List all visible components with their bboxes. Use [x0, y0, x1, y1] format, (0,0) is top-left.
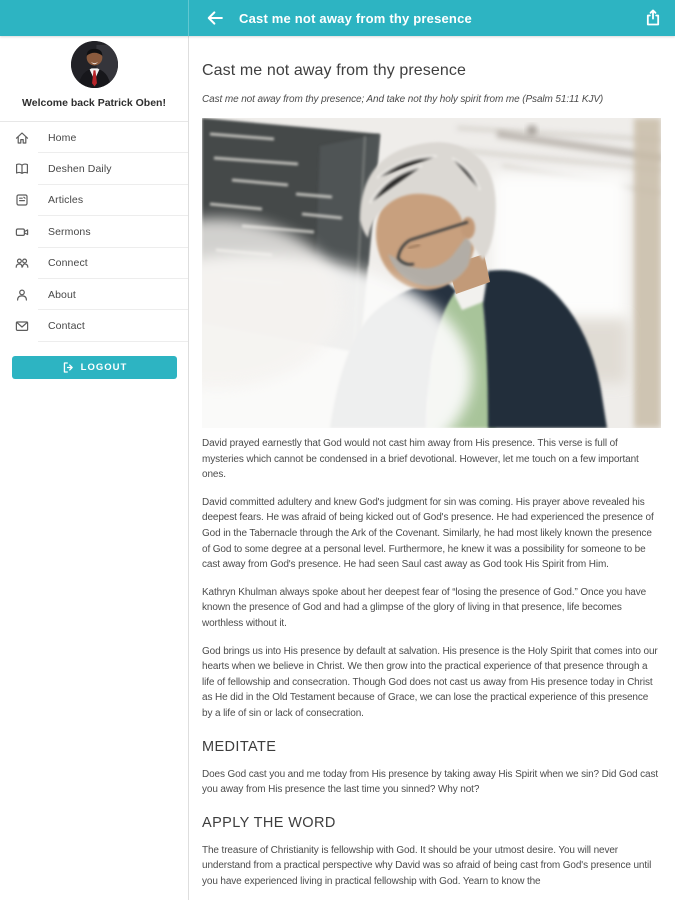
sidebar-item-home[interactable] — [0, 122, 188, 153]
logout-label: LOGOUT — [80, 361, 128, 373]
sidebar-item-articles[interactable] — [0, 185, 188, 216]
back-button[interactable] — [205, 8, 225, 28]
person-icon — [14, 287, 30, 303]
app-bar-title: Cast me not away from thy presence — [239, 10, 472, 26]
article-paragraph: God brings us into His presence by default at salvation. His presence is the Holy Spirit that comes into our hearts when we believe in Christ. We then grow into the practical experience of that presence through a life of fellowship and consecration. Though God does not cast us away from His presence today in Christ as He did in the Old Testament because of Grace, we can lose the practical experience of this presence by a life of sin or lack of consecration. — [202, 645, 658, 719]
avatar — [71, 41, 118, 88]
sidebar-item-label: Connect — [48, 257, 88, 270]
avatar-image — [71, 41, 118, 88]
sidebar-item-connect[interactable] — [0, 248, 188, 279]
avatar-wrap — [0, 41, 188, 88]
sidebar-item-sermons[interactable] — [0, 216, 188, 247]
sidebar-item-label: Home — [48, 131, 77, 144]
article-paragraph: Does God cast you and me today from His presence by taking away His Spirit when we sin? Did God cast you away from His presence the last time you sinned? Why not? — [202, 768, 658, 796]
section-heading-meditate: MEDITATE — [202, 738, 277, 755]
app-bar — [0, 0, 675, 36]
welcome-text: Welcome back Patrick Oben! — [22, 97, 166, 109]
article-paragraph: Kathryn Khulman always spoke about her deepest fear of “losing the presence of God.” Once you have known the presence of God and had a glimpse of the glory of living in that presence, life becomes worthless without it. — [202, 586, 647, 629]
envelope-icon — [14, 318, 30, 334]
sidebar-item-label: Deshen Daily — [48, 163, 112, 176]
sidebar — [0, 36, 189, 900]
article-hero-image — [202, 118, 661, 428]
app-bar-sidebar-gap — [0, 0, 189, 36]
sidebar-menu — [0, 122, 188, 342]
article-paragraph: David committed adultery and knew God's judgment for sin was coming. His prayer above revealed his deepest fears. He was afraid of being kicked out of God's presence. He had experienced the presence of God in the Tabernacle through the Ark of the Covenant. Similarly, he had most likely known the presence of God to some degree at a personal level. Furthermore, he knew it was a possibility for someone to be cast away from God's presence. He had seen Saul cast away as God took His Spirit from Him. — [202, 496, 654, 571]
people-icon — [14, 255, 30, 271]
sidebar-item-label: About — [48, 288, 76, 301]
article-title: Cast me not away from thy presence — [202, 62, 466, 79]
share-button[interactable] — [644, 9, 662, 27]
open-book-icon — [14, 161, 30, 177]
video-camera-icon — [14, 224, 30, 240]
article-paragraph: David prayed earnestly that God would not cast him away from His presence. This verse is full of mysteries which cannot be condensed in a brief devotional. However, let me touch on a few important ones. — [202, 438, 639, 481]
sidebar-item-contact[interactable] — [0, 310, 188, 341]
sidebar-item-label: Articles — [48, 194, 84, 207]
article-scroll-area[interactable] — [190, 36, 675, 900]
sidebar-item-label: Contact — [48, 320, 85, 333]
arrow-left-icon — [205, 8, 225, 28]
article-paragraph: The treasure of Christianity is fellowship with God. It should be your utmost desire. You will never understand from a practical perspective why David was so afraid of being cast from God's presence until you have experienced living in practical fellowship with God. Yearn to know the — [202, 844, 652, 887]
sidebar-item-label: Sermons — [48, 225, 91, 238]
sidebar-item-about[interactable] — [0, 279, 188, 310]
divider — [38, 341, 188, 342]
article-verse: Cast me not away from thy presence; And take not thy holy spirit from me (Psalm 51:11 KJV) — [202, 94, 604, 105]
section-heading-apply-the-word: APPLY THE WORD — [202, 814, 336, 831]
home-icon — [14, 130, 30, 146]
logout-button[interactable] — [12, 356, 177, 379]
share-icon — [644, 9, 662, 27]
article-icon — [14, 192, 30, 208]
logout-icon — [62, 361, 75, 374]
sidebar-item-deshen-daily[interactable] — [0, 153, 188, 184]
